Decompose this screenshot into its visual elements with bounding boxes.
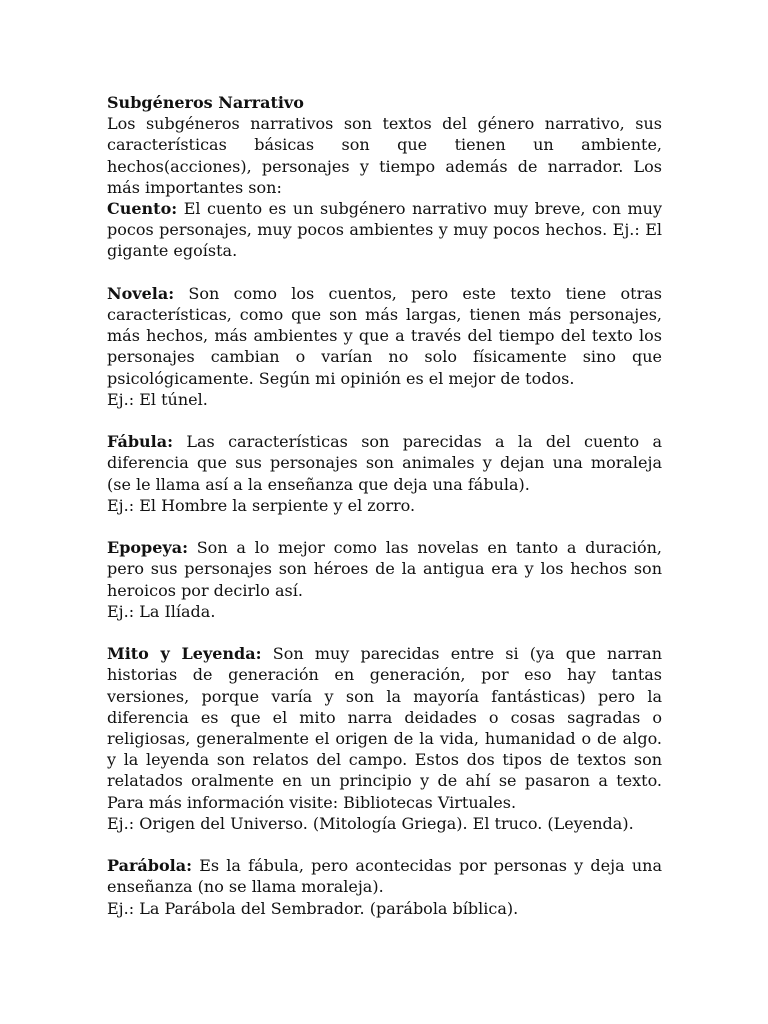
section-term: Parábola: [107,856,192,876]
section-cuento [107,198,662,262]
document-title: Subgéneros Narrativo [107,93,304,112]
section-paragraph [107,431,662,495]
section-text: Son como los cuentos, pero este texto tiene otras características, como que son más largas, tienen más personajes, más hechos, más ambientes y que a través del tiempo del texto los personajes cambian o varían no solo físicamente sino que psicológicamente. Según mi opinión es el mejor de todos. [107,283,662,388]
section-example: Ej.: El gigante egoísta. [107,220,662,261]
section-mito-leyenda [107,643,662,834]
section-paragraph [107,855,662,897]
section-text: Es la fábula, pero acontecidas por personas y deja una enseñanza (no se llama moraleja). [107,856,662,897]
section-example: Ej.: El túnel. [107,389,208,409]
section-term: Novela: [107,283,175,303]
section-text: Las características son parecidas a la del cuento a diferencia que sus personajes son animales y dejan una moraleja (se le llama así a la enseñanza que deja una fábula). [107,432,662,494]
document-page [107,92,662,919]
section-term: Fábula: [107,432,174,452]
section-example: Ej.: La Parábola del Sembrador. (parábola bíblica). [107,898,519,918]
section-paragraph [107,283,662,389]
section-term: Cuento: [107,199,178,219]
section-term: Epopeya: [107,538,188,558]
section-text: El cuento es un subgénero narrativo muy breve, con muy pocos personajes, muy pocos ambientes y muy pocos hechos. [107,199,663,240]
section-paragraph [107,198,662,262]
section-text: Son a lo mejor como las novelas en tanto a duración, pero sus personajes son héroes de la antigua era y los hechos son heroicos por decirlo así. [107,538,662,600]
section-novela [107,283,662,410]
section-fabula [107,431,662,516]
section-paragraph [107,643,662,813]
section-example: Ej.: La Ilíada. [107,601,216,621]
section-epopeya [107,537,662,622]
section-term: Mito y Leyenda: [107,644,262,664]
intro-paragraph: Los subgéneros narrativos son textos del género narrativo, sus características básicas son que tienen un ambiente, hechos(acciones), personajes y tiempo además de narrador. Los más importantes son: [107,114,662,197]
section-parabola [107,855,662,919]
section-example: Ej.: El Hombre la serpiente y el zorro. [107,495,416,515]
section-text: Son muy parecidas entre si (ya que narran historias de generación en generación, por eso hay tantas versiones, porque varía y son la mayoría fantásticas) pero la diferencia es que el mito narra deidades o cosas sagradas o religiosas, generalmente el origen de la vida, humanidad o de algo. y la leyenda son relatos del campo. Estos dos tipos de textos son relatados oralmente en un principio y de ahí se pasaron a texto. Para más información visite: Bibliotecas Virtuales. [107,644,662,812]
section-paragraph [107,537,662,601]
section-example: Ej.: Origen del Universo. (Mitología Griega). El truco. (Leyenda). [107,813,634,833]
